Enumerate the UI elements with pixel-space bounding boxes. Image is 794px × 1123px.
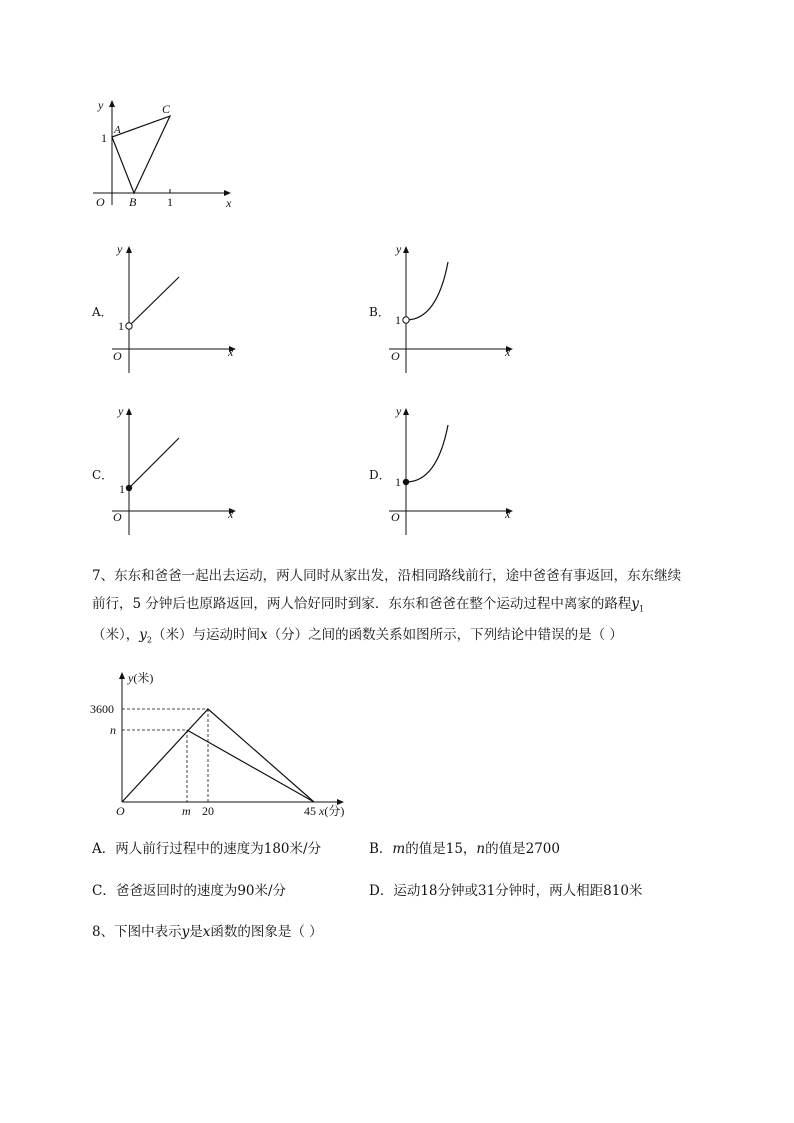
graph-line <box>129 438 179 488</box>
x-axis-label: x(分) <box>319 804 345 818</box>
origin-label: O <box>113 510 122 524</box>
filled-dot <box>126 485 132 491</box>
tick-3600: 3600 <box>90 702 114 716</box>
answer-b-m: m <box>392 841 406 857</box>
origin-label: O <box>391 349 400 363</box>
y-axis-arrow <box>403 246 409 253</box>
q7-line-3-text-a: （米）， <box>92 627 140 643</box>
option-c-label[interactable]: C． <box>92 468 114 482</box>
y-axis-label: y(米) <box>128 671 154 685</box>
y-axis-label: y <box>98 98 104 112</box>
option-c-graph <box>110 400 240 540</box>
q7-var-x: x <box>259 627 268 643</box>
x-axis-label: x <box>505 507 511 521</box>
q7-line-3-text-b: （米）与运动时间 <box>151 627 260 643</box>
q7-distance-time-graph <box>88 662 368 822</box>
point-c-label: C <box>162 102 171 116</box>
origin-label: O <box>113 349 122 363</box>
y-tick-label: 1 <box>118 319 124 333</box>
point-a-label: A <box>114 124 121 136</box>
option-d-graph <box>387 400 517 540</box>
x-axis-label: x <box>226 196 232 210</box>
y-tick-label: 1 <box>101 131 107 145</box>
q7-line-3 <box>92 623 623 645</box>
origin-label: O <box>96 195 105 209</box>
answer-c[interactable]: C．爸爸返回时的速度为90米/分 <box>92 883 287 899</box>
q7-sub-1: 1 <box>639 604 645 614</box>
y-axis-label: y <box>117 242 123 256</box>
graph-curve <box>406 425 448 482</box>
y-axis-arrow <box>109 100 115 107</box>
q8-var-y: y <box>181 924 190 940</box>
y-tick-label: 1 <box>395 475 401 489</box>
option-a-graph <box>110 238 240 378</box>
triangle-abc-figure <box>88 95 248 215</box>
y-axis-arrow <box>403 408 409 415</box>
y-axis-arrow <box>119 672 125 679</box>
answer-b-prefix: B． <box>369 841 393 857</box>
answer-b-n: n <box>476 841 486 857</box>
point-b-label: B <box>129 195 137 209</box>
graph-line <box>129 277 179 326</box>
y-axis-label: y <box>396 242 402 256</box>
y-tick-label: 1 <box>395 313 401 327</box>
q7-var-y1: y <box>631 596 640 612</box>
y-axis-arrow <box>126 246 132 253</box>
tick-m: m <box>182 804 191 818</box>
open-dot <box>126 323 132 329</box>
open-dot <box>403 317 409 323</box>
filled-dot <box>403 479 409 485</box>
option-d-label[interactable]: D． <box>369 468 391 482</box>
y-axis-arrow <box>126 408 132 415</box>
answer-b-post: 的值是2700 <box>485 841 560 857</box>
q8-prefix: 8、下图中表示 <box>92 924 182 940</box>
q7-line-2-text: 前行，5 分钟后也原路返回，两人恰好同时到家．东东和爸爸在整个运动过程中离家的路程 <box>92 596 632 612</box>
q8-var-x: x <box>202 924 211 940</box>
q7-sub-2: 2 <box>146 635 152 645</box>
option-a-label[interactable]: A． <box>92 305 113 319</box>
answer-d[interactable]: D．运动18分钟或31分钟时，两人相距810米 <box>369 883 643 899</box>
q7-line-3-text-c: （分）之间的函数关系如图所示，下列结论中错误的是（ ） <box>267 627 623 643</box>
x-axis-label: x <box>505 345 511 359</box>
y-tick-label: 1 <box>119 482 125 496</box>
origin-label: O <box>116 804 125 818</box>
q7-var-y2: y <box>139 627 147 643</box>
tick-20: 20 <box>202 804 214 818</box>
series-y1-line <box>122 709 314 802</box>
q8-suffix: 函数的图象是（ ） <box>210 924 323 940</box>
answer-a[interactable]: A．两人前行过程中的速度为180米/分 <box>92 841 322 857</box>
x-axis-label: x <box>228 345 234 359</box>
y-axis-label: y <box>118 404 124 418</box>
answer-b[interactable] <box>369 837 560 857</box>
answer-b-mid: 的值是15， <box>405 841 477 857</box>
x-tick-label: 1 <box>167 195 173 209</box>
q7-line-1: 7、东东和爸爸一起出去运动，两人同时从家出发，沿相同路线前行，途中爸爸有事返回，东东继续 <box>92 568 682 584</box>
q7-line-2 <box>92 592 644 614</box>
tick-45: 45 <box>304 804 316 818</box>
graph-curve <box>406 262 448 320</box>
y-axis-label: y <box>396 404 402 418</box>
q8-text <box>92 920 323 940</box>
origin-label: O <box>391 510 400 524</box>
option-b-graph <box>387 238 517 378</box>
tick-n: n <box>110 723 116 737</box>
q8-mid: 是 <box>189 924 203 940</box>
series-y2-line <box>187 730 314 802</box>
x-axis-label: x <box>228 507 234 521</box>
option-b-label[interactable]: B． <box>369 305 390 319</box>
